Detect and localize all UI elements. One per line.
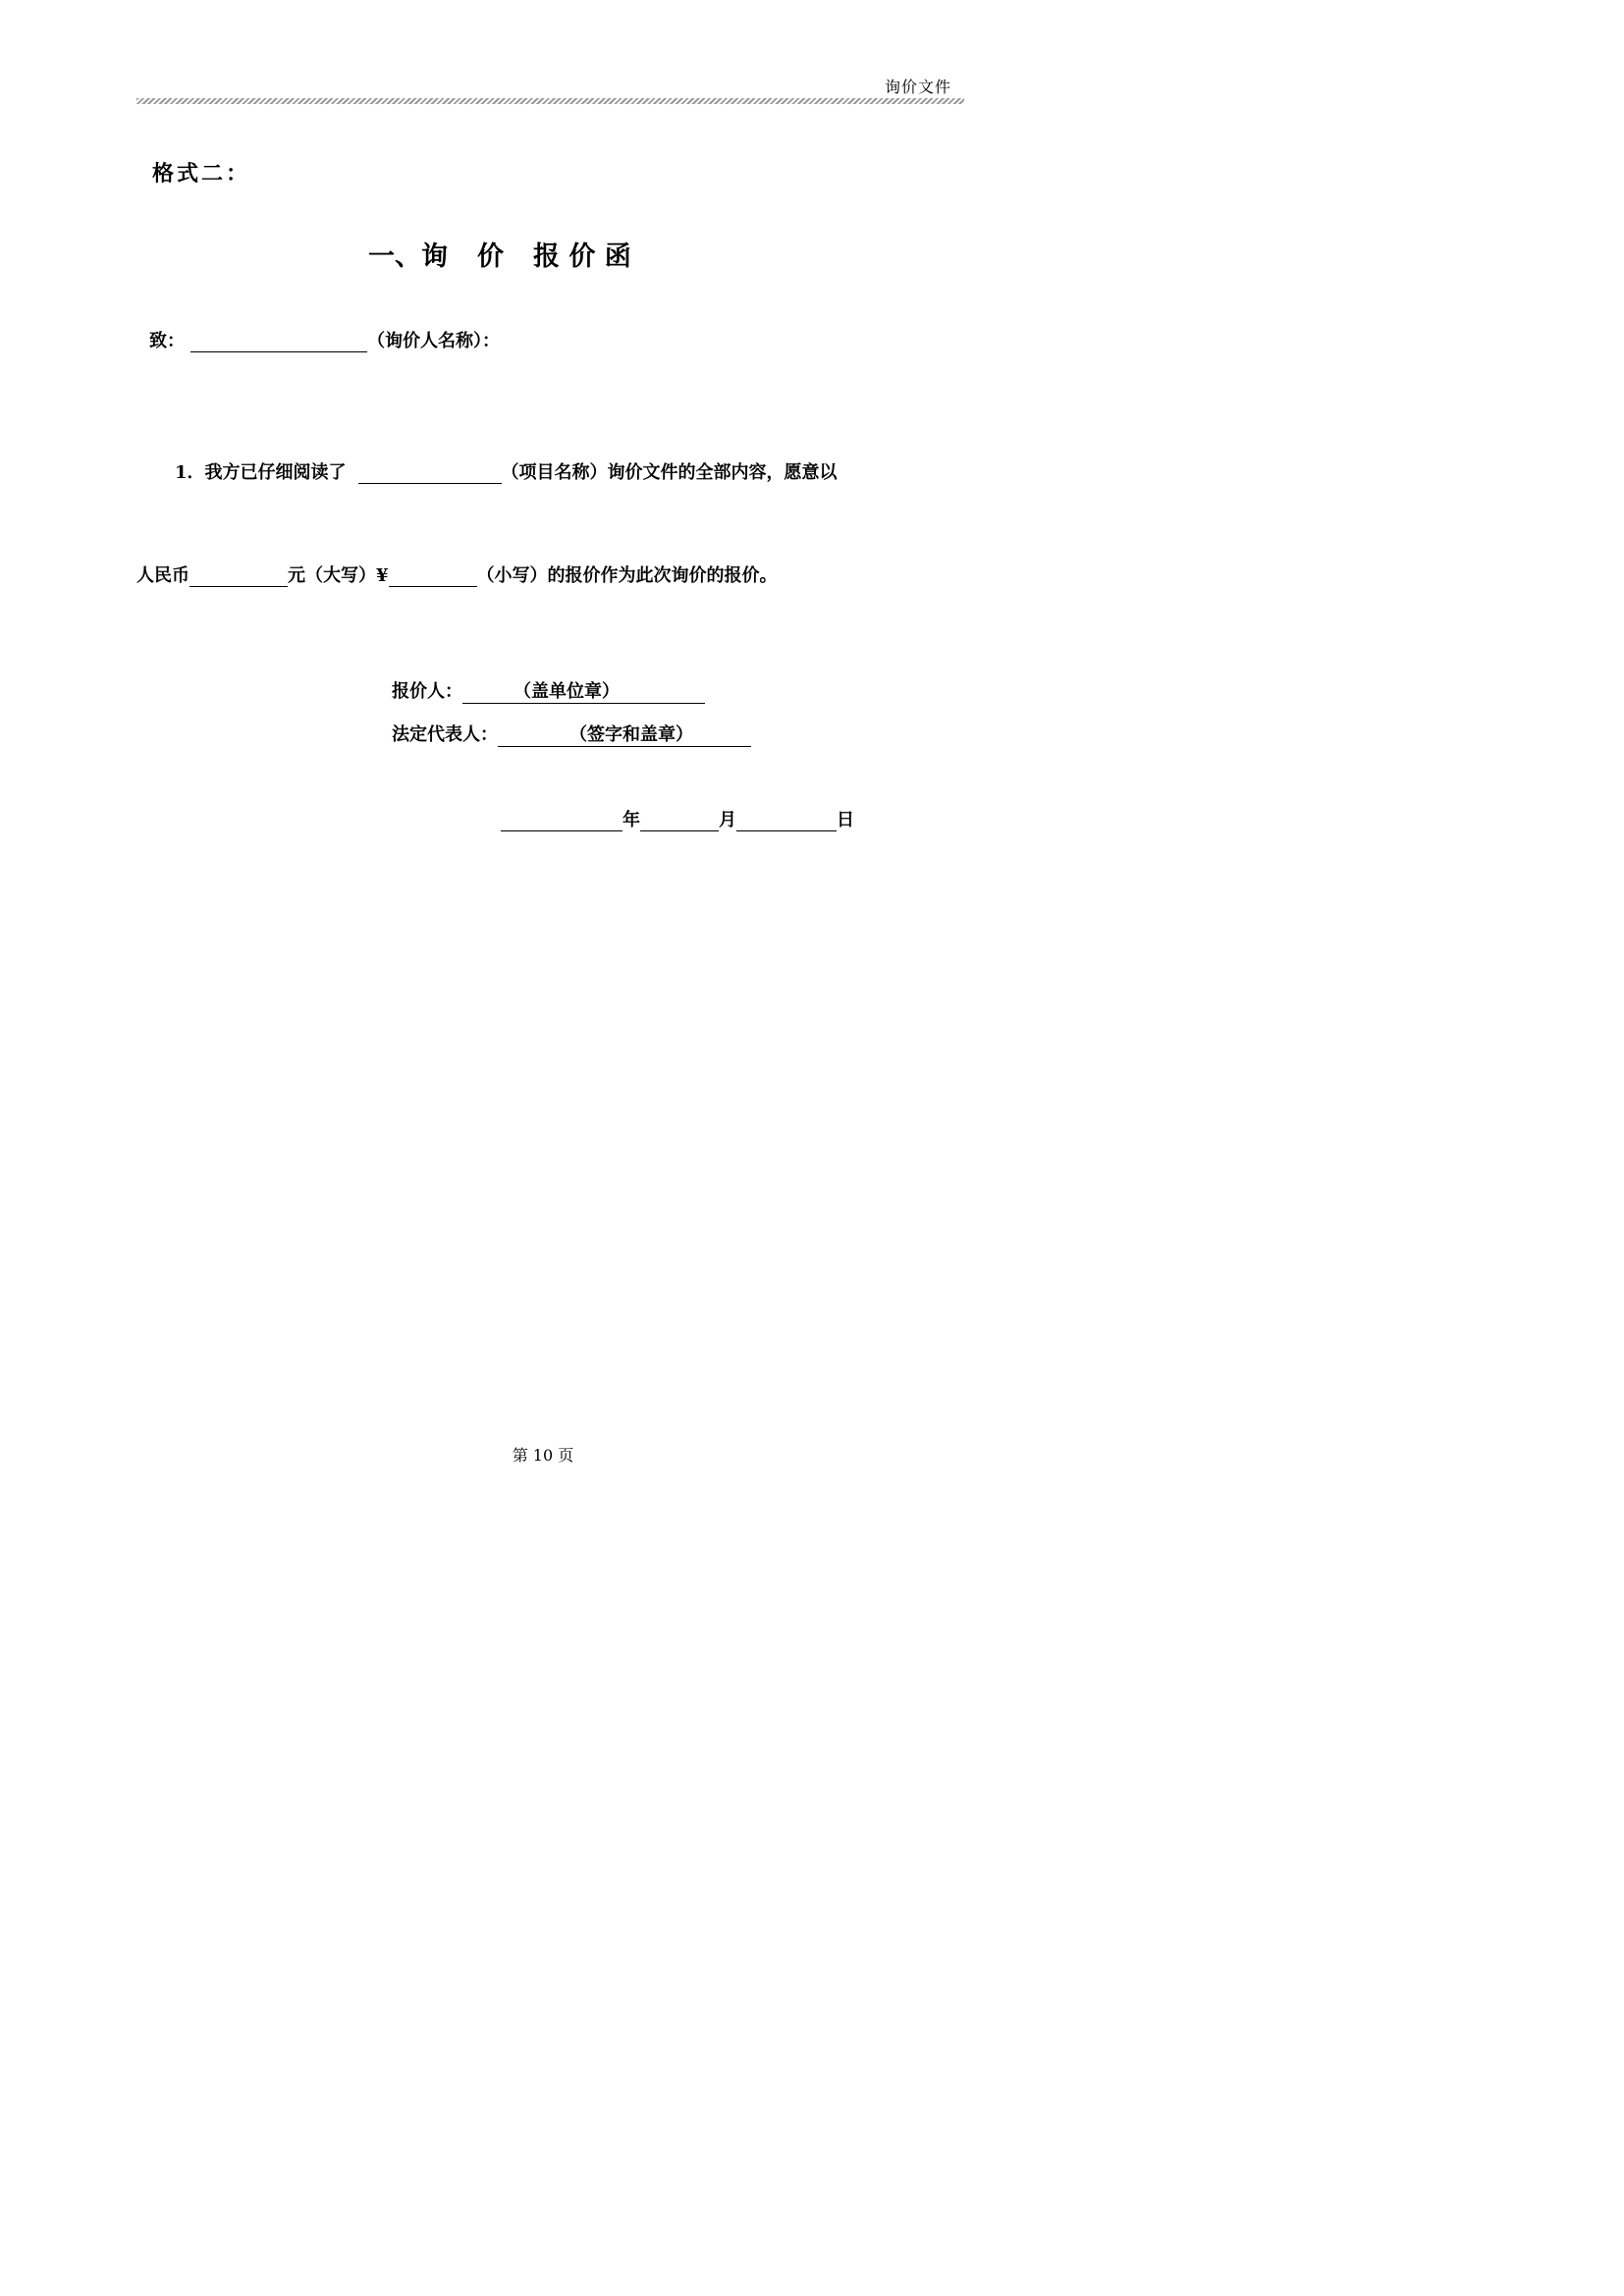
day-field[interactable] xyxy=(736,811,837,831)
quoter-label: 报价人： xyxy=(392,681,462,702)
quoter-seal-field[interactable] xyxy=(462,677,705,704)
salutation-line xyxy=(149,327,500,352)
project-name-field[interactable] xyxy=(358,463,502,484)
format-label: 格式二： xyxy=(152,161,251,187)
representative-label: 法定代表人： xyxy=(392,724,498,745)
salutation-suffix: （询价人名称）： xyxy=(367,331,500,351)
header-doc-type: 询价文件 xyxy=(884,78,951,96)
header-divider xyxy=(136,98,964,104)
recipient-name-field[interactable] xyxy=(190,332,367,352)
day-label: 日 xyxy=(837,810,854,830)
title-part-1: 一、询 xyxy=(368,241,448,272)
paragraph1-line2-start: 人民币 xyxy=(136,565,189,586)
year-label: 年 xyxy=(623,810,640,830)
page-number: 第 10 页 xyxy=(512,1446,574,1465)
representative-signature-hint: （签字和盖章） xyxy=(569,724,693,745)
month-label: 月 xyxy=(719,810,736,830)
quoter-seal-hint: （盖单位章） xyxy=(514,681,620,702)
date-line xyxy=(501,806,854,831)
paragraph1-line2 xyxy=(136,561,778,587)
representative-signature-line xyxy=(392,721,751,747)
paragraph1-line2-middle: 元（大写）¥ xyxy=(288,565,389,586)
title-part-3: 报 价 函 xyxy=(533,241,631,272)
quoter-signature-line xyxy=(392,677,705,704)
paragraph1-line1 xyxy=(175,458,838,484)
paragraph1-line2-end: （小写）的报价作为此次询价的报价。 xyxy=(476,565,778,586)
paragraph1-line1-start: 1．我方已仔细阅读了 xyxy=(175,462,347,483)
amount-in-figures-field[interactable] xyxy=(389,566,477,587)
paragraph1-line1-middle: （项目名称）询价文件的全部内容，愿意以 xyxy=(501,462,838,483)
year-field[interactable] xyxy=(501,811,623,831)
representative-signature-field[interactable] xyxy=(498,721,751,747)
title-part-2: 价 xyxy=(477,241,504,272)
salutation-prefix: 致： xyxy=(149,331,185,351)
page-title xyxy=(368,235,631,273)
amount-in-words-field[interactable] xyxy=(189,566,288,587)
month-field[interactable] xyxy=(640,811,719,831)
